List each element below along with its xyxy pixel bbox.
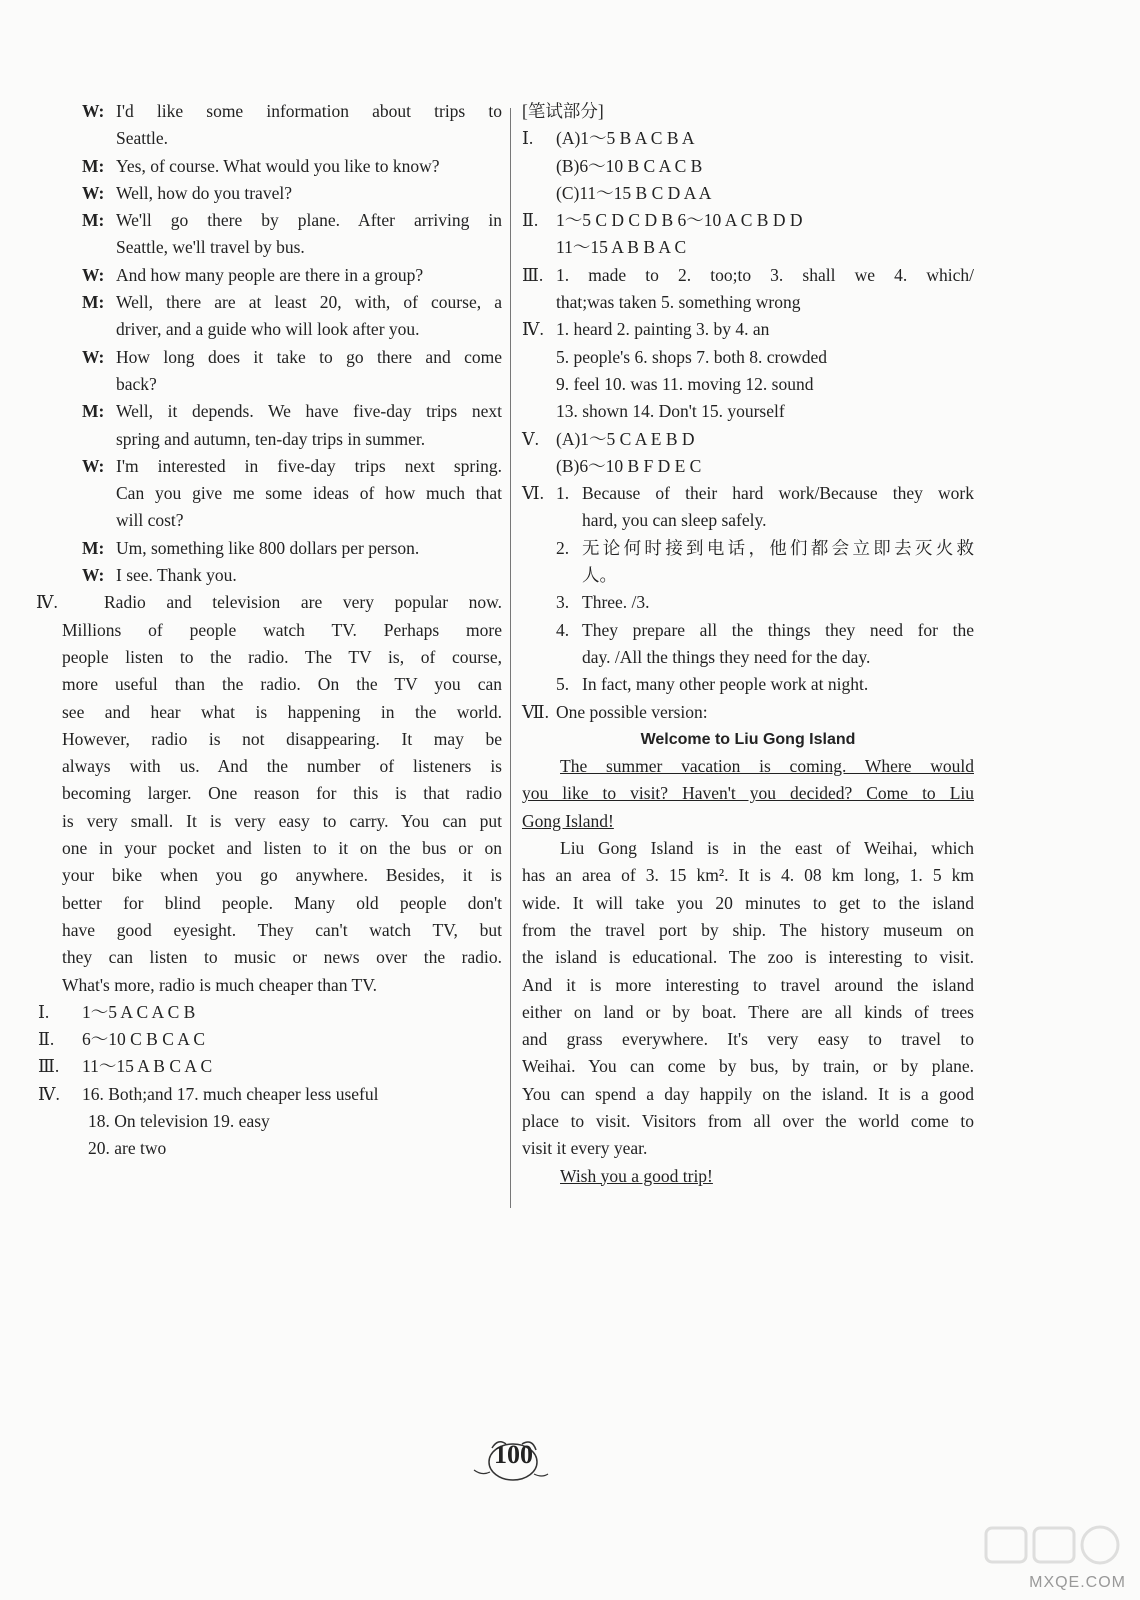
answer-line bbox=[522, 316, 974, 343]
dialogue-line bbox=[62, 507, 502, 534]
answer-line bbox=[522, 289, 974, 316]
s6-num bbox=[556, 507, 582, 534]
section-text: (C)11～15 B C D A A bbox=[556, 182, 712, 203]
s6-text: In fact, many other people work at night. bbox=[582, 674, 869, 695]
dialogue-text: spring and autumn, ten-day trips in summer. bbox=[116, 428, 426, 449]
section-text: 13. shown 14. Don't 15. yourself bbox=[556, 401, 785, 422]
listening-answers bbox=[38, 999, 502, 1108]
essay-intro-text: The summer vacation is coming. Where would bbox=[560, 756, 974, 777]
essay-intro-text: you like to visit? Haven't you decided? Come to Liu bbox=[522, 783, 974, 804]
answer-line bbox=[522, 125, 974, 152]
section-text: (B)6～10 B F D E C bbox=[556, 455, 702, 476]
essay-intro-text: Gong Island! bbox=[522, 810, 614, 831]
dialogue-line bbox=[62, 234, 502, 261]
passage-line: What's more, radio is much cheaper than TV. bbox=[62, 974, 377, 995]
answer-mark: Ⅱ. bbox=[38, 1029, 55, 1050]
s6-text: hard, you can sleep safely. bbox=[582, 510, 767, 531]
dialogue-line bbox=[62, 371, 502, 398]
answer-mark: Ⅲ. bbox=[38, 1056, 60, 1077]
section-mark: Ⅵ. bbox=[522, 483, 544, 504]
dialogue-text: I'd like some information about trips to bbox=[116, 101, 502, 121]
s6-num bbox=[556, 562, 582, 589]
passage-line: However, radio is not disappearing. It may be bbox=[62, 728, 502, 749]
passage-line: one in your pocket and listen to it on the bus or on bbox=[62, 838, 502, 859]
essay-closing: Wish you a good trip! bbox=[560, 1165, 713, 1186]
passage-line: more useful than the radio. On the TV you can bbox=[62, 674, 502, 695]
dialogue-line bbox=[62, 344, 502, 371]
essay-title: Welcome to Liu Gong Island bbox=[640, 730, 856, 748]
passage-line: your bike when you go anywhere. Besides, it is bbox=[62, 865, 502, 886]
section-mark bbox=[522, 589, 556, 616]
section-mark bbox=[522, 289, 556, 316]
dialogue-text: And how many people are there in a group? bbox=[116, 264, 424, 285]
speaker-label bbox=[62, 316, 116, 343]
speaker-label: W: bbox=[82, 346, 105, 367]
speaker-label: W: bbox=[82, 264, 105, 285]
section-mark: Ⅰ. bbox=[522, 128, 534, 149]
essay-intro-line bbox=[522, 780, 974, 807]
s6-line bbox=[522, 480, 974, 507]
dialogue-line bbox=[62, 98, 502, 125]
essay-body-line: from the travel port by ship. The history museum on bbox=[522, 919, 974, 940]
dialogue-line bbox=[62, 262, 502, 289]
section-mark: Ⅲ. bbox=[522, 264, 544, 285]
s6-text: Because of their hard work/Because they work bbox=[582, 483, 974, 504]
s6-num bbox=[556, 644, 582, 671]
answer-mark: Ⅰ. bbox=[38, 1001, 50, 1022]
dialogue-text: Well, it depends. We have five-day trips next bbox=[116, 401, 502, 422]
passage-line: better for blind people. Many old people don't bbox=[62, 892, 502, 913]
speaker-label: M: bbox=[82, 210, 105, 231]
section-text: 1. made to 2. too;to 3. shall we 4. which/ bbox=[556, 264, 974, 285]
s6-line bbox=[522, 671, 974, 698]
section-mark bbox=[522, 344, 556, 371]
answer-row bbox=[38, 1081, 502, 1108]
dialogue-line bbox=[62, 535, 502, 562]
dialogue-text: will cost? bbox=[116, 510, 184, 531]
s6-line bbox=[522, 535, 974, 562]
dialogue-text: Um, something like 800 dollars per person. bbox=[116, 537, 420, 558]
answer-text: 1～5 A C A C B bbox=[82, 1001, 196, 1022]
section-text: (A)1～5 B A C B A bbox=[556, 128, 695, 149]
answer-cont-line: 18. On television 19. easy bbox=[88, 1110, 270, 1131]
answer-cont-line: 20. are two bbox=[88, 1138, 167, 1159]
answer-line bbox=[522, 426, 974, 453]
passage-line: have good eyesight. They can't watch TV, but bbox=[62, 919, 502, 940]
answer-text: 11～15 A B C A C bbox=[82, 1056, 213, 1077]
section-mark bbox=[522, 234, 556, 261]
essay-intro bbox=[522, 753, 974, 835]
dialogue-line bbox=[62, 289, 502, 316]
section-text: 1. heard 2. painting 3. by 4. an bbox=[556, 319, 770, 340]
section-mark bbox=[522, 371, 556, 398]
dialogue-text: back? bbox=[116, 373, 157, 394]
dialogue-line bbox=[62, 207, 502, 234]
section-mark bbox=[522, 398, 556, 425]
section-mark bbox=[522, 562, 556, 589]
section-mark: Ⅳ. bbox=[522, 319, 544, 340]
passage-line: becoming larger. One reason for this is that radio bbox=[62, 783, 502, 804]
s6-text: day. /All the things they need for the day. bbox=[582, 646, 871, 667]
answer-line bbox=[522, 262, 974, 289]
answer-sections bbox=[522, 125, 974, 480]
answer-line bbox=[522, 398, 974, 425]
answer-line bbox=[522, 453, 974, 480]
answer-line bbox=[522, 371, 974, 398]
answer-mark: Ⅳ. bbox=[38, 1083, 60, 1104]
section-mark bbox=[522, 671, 556, 698]
section-mark bbox=[522, 453, 556, 480]
page-number: 100 bbox=[494, 1440, 533, 1469]
s6-text: 人。 bbox=[582, 565, 617, 586]
section-title: [笔试部分] bbox=[522, 101, 604, 121]
answer-line bbox=[522, 180, 974, 207]
dialogue-text: Seattle, we'll travel by bus. bbox=[116, 237, 305, 258]
answer-row bbox=[38, 1053, 502, 1080]
speaker-label: M: bbox=[82, 401, 105, 422]
passage-line: always with us. And the number of listeners is bbox=[62, 756, 502, 777]
dialogue-line bbox=[62, 480, 502, 507]
section-mark bbox=[522, 535, 556, 562]
passage-line: see and hear what is happening in the world. bbox=[62, 701, 502, 722]
section-7-intro: One possible version: bbox=[556, 701, 708, 722]
essay-body-line: wide. It will take you 20 minutes to get to the island bbox=[522, 892, 974, 913]
dialogue-text: I see. Thank you. bbox=[116, 565, 237, 586]
dialogue-line bbox=[62, 398, 502, 425]
section-text: (A)1～5 C A E B D bbox=[556, 428, 695, 449]
listening-answers-cont bbox=[62, 1108, 502, 1163]
section-text: (B)6～10 B C A C B bbox=[556, 155, 703, 176]
dialogue-text: Well, there are at least 20, with, of course, a bbox=[116, 292, 502, 313]
speaker-label: W: bbox=[82, 455, 105, 476]
dialogue-line bbox=[62, 562, 502, 589]
dialogue-text: Well, how do you travel? bbox=[116, 182, 292, 203]
essay-body-line: And it is more interesting to travel around the island bbox=[522, 974, 974, 995]
section-mark bbox=[522, 153, 556, 180]
speaker-label bbox=[62, 507, 116, 534]
essay-intro-line bbox=[522, 753, 974, 780]
answer-line bbox=[522, 234, 974, 261]
section-mark bbox=[522, 180, 556, 207]
essay-body bbox=[522, 835, 974, 1163]
dialogue-text: We'll go there by plane. After arriving in bbox=[116, 210, 502, 231]
dialogue-line bbox=[62, 316, 502, 343]
s6-text: Three. /3. bbox=[582, 592, 650, 613]
dialogue-line bbox=[62, 125, 502, 152]
section-text: 9. feel 10. was 11. moving 12. sound bbox=[556, 373, 814, 394]
essay-body-line: either on land or by boat. There are all kinds of trees bbox=[522, 1001, 974, 1022]
speaker-label bbox=[62, 426, 116, 453]
answer-row bbox=[38, 1026, 502, 1053]
dialogue-line bbox=[62, 153, 502, 180]
speaker-label bbox=[62, 480, 116, 507]
dialogue-line bbox=[62, 453, 502, 480]
dialogue-text: driver, and a guide who will look after you. bbox=[116, 319, 420, 340]
dialogue bbox=[62, 98, 502, 589]
section-7-mark: Ⅶ. bbox=[522, 701, 549, 722]
s6-line bbox=[522, 589, 974, 616]
speaker-label bbox=[62, 125, 116, 152]
section-text: 5. people's 6. shops 7. both 8. crowded bbox=[556, 346, 827, 367]
speaker-label bbox=[62, 371, 116, 398]
essay-body-line: Weihai. You can come by bus, by train, or by plane. bbox=[522, 1056, 974, 1077]
passage-line: they can listen to music or news over the radio. bbox=[62, 947, 502, 968]
speaker-label: W: bbox=[82, 565, 105, 586]
dialogue-line bbox=[62, 180, 502, 207]
passage-line: is very small. It is very easy to carry. You can put bbox=[62, 810, 502, 831]
right-column bbox=[522, 98, 974, 1190]
answer-line bbox=[522, 153, 974, 180]
s6-line bbox=[522, 507, 974, 534]
s6-num: 3. bbox=[556, 592, 570, 613]
passage-line: people listen to the radio. The TV is, of course, bbox=[62, 646, 502, 667]
s6-line bbox=[522, 644, 974, 671]
answer-line bbox=[522, 344, 974, 371]
s6-text: 无论何时接到电话，他们都会立即去灭火救 bbox=[582, 537, 974, 558]
speaker-label bbox=[62, 234, 116, 261]
s6-text: They prepare all the things they need for the bbox=[582, 619, 974, 640]
speaker-label: M: bbox=[82, 537, 105, 558]
essay-body-line: Liu Gong Island is in the east of Weihai, which bbox=[560, 838, 974, 859]
essay-intro-line bbox=[522, 808, 974, 835]
essay-body-line: the island is educational. The zoo is interesting to visit. bbox=[522, 947, 974, 968]
dialogue-text: Yes, of course. What would you like to know? bbox=[116, 155, 440, 176]
answer-row bbox=[38, 999, 502, 1026]
left-column bbox=[36, 98, 502, 1163]
passage-line: Millions of people watch TV. Perhaps more bbox=[62, 619, 502, 640]
dialogue-text: I'm interested in five-day trips next spring. bbox=[116, 455, 502, 476]
essay-body-line: place to visit. Visitors from all over the world come to bbox=[522, 1110, 974, 1131]
section-6 bbox=[522, 480, 974, 698]
section-mark bbox=[522, 507, 556, 534]
essay-body-line: You can spend a day happily on the island. It is a good bbox=[522, 1083, 974, 1104]
section-text: that;was taken 5. something wrong bbox=[556, 292, 801, 313]
essay-body-line: and grass everywhere. It's very easy to travel to bbox=[522, 1029, 974, 1050]
essay-body-line: has an area of 3. 15 km². It is 4. 08 km long, 1. 5 km bbox=[522, 865, 974, 886]
section-7 bbox=[522, 699, 974, 726]
s6-num: 4. bbox=[556, 619, 570, 640]
essay-body-line: visit it every year. bbox=[522, 1138, 648, 1159]
dialogue-text: Seattle. bbox=[116, 128, 168, 149]
s6-line bbox=[522, 617, 974, 644]
answer-text: 6～10 C B C A C bbox=[82, 1029, 206, 1050]
section-mark bbox=[522, 617, 556, 644]
s6-num: 5. bbox=[556, 674, 570, 695]
passage bbox=[62, 589, 502, 998]
section-mark: Ⅴ. bbox=[522, 428, 540, 449]
passage-mark: Ⅳ. bbox=[36, 592, 58, 613]
passage-line: Radio and television are very popular now. bbox=[104, 592, 502, 613]
answer-text: 16. Both;and 17. much cheaper less useful bbox=[82, 1083, 379, 1104]
s6-num: 2. bbox=[556, 537, 570, 558]
section-mark: Ⅱ. bbox=[522, 210, 539, 231]
speaker-label: M: bbox=[82, 292, 105, 313]
section-mark bbox=[522, 644, 556, 671]
dialogue-text: How long does it take to go there and come bbox=[116, 346, 502, 367]
answer-line bbox=[522, 207, 974, 234]
dialogue-line bbox=[62, 426, 502, 453]
speaker-label: W: bbox=[82, 101, 105, 121]
s6-line bbox=[522, 562, 974, 589]
section-text: 11～15 A B B A C bbox=[556, 237, 687, 258]
speaker-label: M: bbox=[82, 155, 105, 176]
speaker-label: W: bbox=[82, 182, 105, 203]
section-text: 1～5 C D C D B 6～10 A C B D D bbox=[556, 210, 803, 231]
s6-num: 1. bbox=[556, 483, 570, 504]
dialogue-text: Can you give me some ideas of how much that bbox=[116, 483, 502, 504]
watermark-text: MXQE.COM bbox=[1029, 1574, 1126, 1591]
column-divider bbox=[510, 108, 511, 1208]
